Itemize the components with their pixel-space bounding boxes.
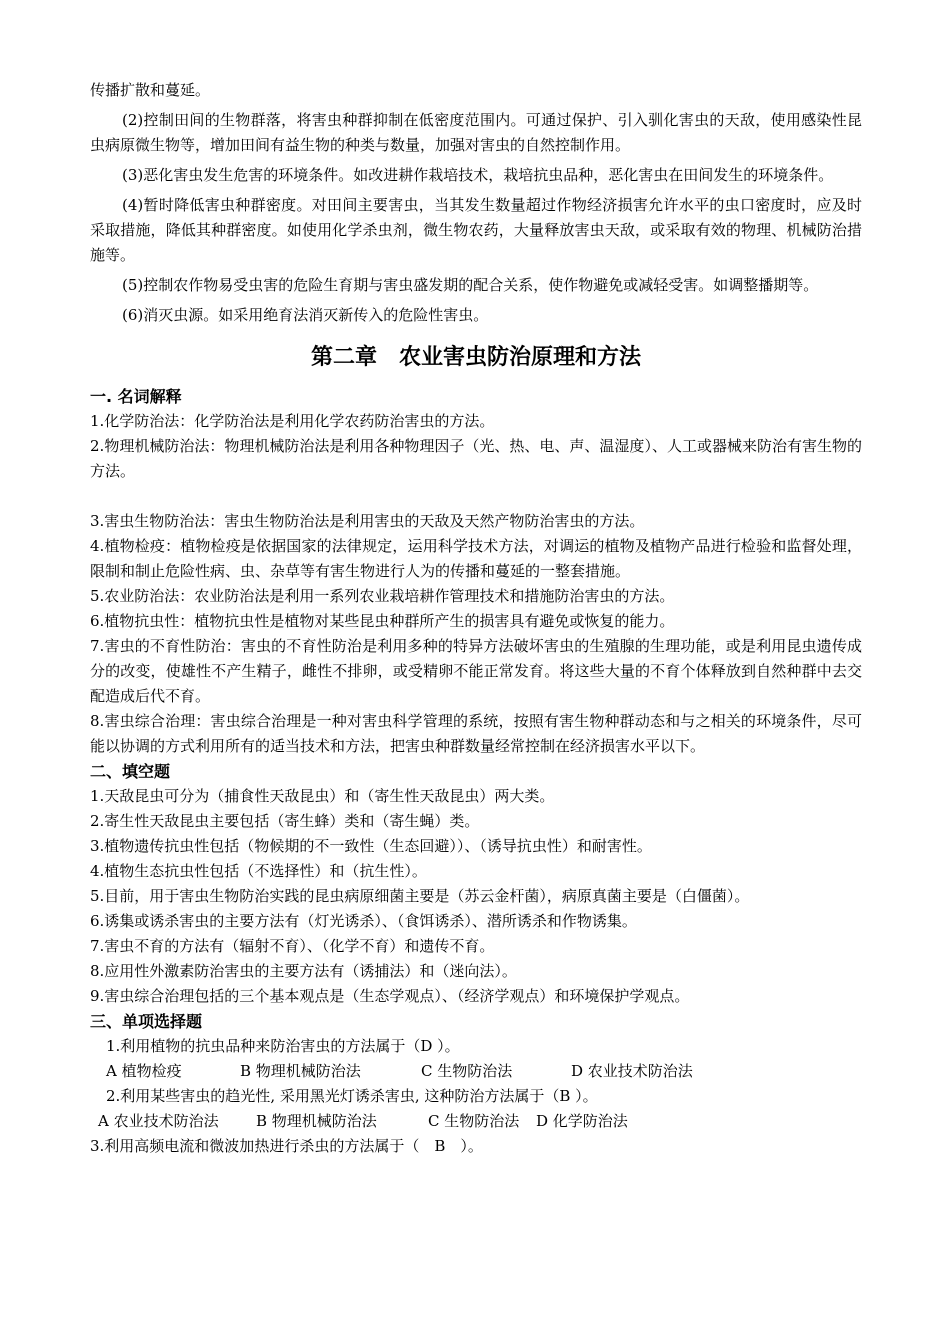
fill-item: 7.害虫不育的方法有（辐射不育）、（化学不育）和遗传不育。: [90, 937, 495, 955]
intro-paragraph-3: (3)恶化害虫发生危害的环境条件。如改进耕作栽培技术，栽培抗虫品种，恶化害虫在田间发生的环境条件。: [122, 166, 834, 184]
intro-paragraph-2: (2)控制田间的生物群落，将害虫种群抑制在低密度范围内。可通过保护、引入驯化害虫的天敌，使用感染性昆虫病原微生物等，增加田间有益生物的种类与数量，加强对害虫的自然控制作用。: [90, 111, 862, 154]
option-b: B 物理机械防治法: [256, 1112, 377, 1130]
option-a: A 农业技术防治法: [98, 1112, 219, 1130]
intro-paragraph-6: (6)消灭虫源。如采用绝育法消灭新传入的危险性害虫。: [122, 306, 489, 324]
section-heading-terms: 一. 名词解释: [90, 387, 182, 406]
fill-item: 4.植物生态抗虫性包括（不选择性）和（抗生性）。: [90, 862, 427, 880]
term-item: 5.农业防治法：农业防治法是利用一系列农业栽培耕作管理技术和措施防治害虫的方法。: [90, 587, 675, 605]
fill-item: 2.寄生性天敌昆虫主要包括（寄生蜂）类和（寄生蝇）类。: [90, 812, 480, 830]
term-item: 6.植物抗虫性：植物抗虫性是植物对某些昆虫种群所产生的损害具有避免或恢复的能力。: [90, 612, 675, 630]
chapter-title: 第二章 农业害虫防治原理和方法: [310, 345, 641, 370]
option-d: D 化学防治法: [536, 1112, 628, 1130]
term-item: 2.物理机械防治法：物理机械防治法是利用各种物理因子（光、热、电、声、温湿度）、人工或器械来防治有害生物的方法。: [90, 437, 862, 480]
question-1-options: [90, 1059, 862, 1084]
fill-item: 8.应用性外激素防治害虫的主要方法有（诱捕法）和（迷向法）。: [90, 962, 517, 980]
fill-item: 1.天敌昆虫可分为（捕食性天敌昆虫）和（寄生性天敌昆虫）两大类。: [90, 787, 555, 805]
option-c: C 生物防治法: [421, 1062, 513, 1080]
intro-paragraph-4: (4)暂时降低害虫种群密度。对田间主要害虫，当其发生数量超过作物经济损害允许水平的虫口密度时，应及时采取措施，降低其种群密度。如使用化学杀虫剂，微生物农药，大量释放害虫天敌，或采取有效的物理、机械防治措施等。: [90, 196, 862, 264]
intro-paragraph-5: (5)控制农作物易受虫害的危险生育期与害虫盛发期的配合关系，使作物避免或减轻受害。如调整播期等。: [122, 276, 819, 294]
option-b: B 物理机械防治法: [240, 1062, 361, 1080]
fill-item: 5.目前，用于害虫生物防治实践的昆虫病原细菌主要是（苏云金杆菌），病原真菌主要是（白僵菌）。: [90, 887, 750, 905]
question-3-stem: 3.利用高频电流和微波加热进行杀虫的方法属于（ B ）。: [90, 1137, 483, 1155]
question-2-stem: 2.利用某些害虫的趋光性, 采用黑光灯诱杀害虫, 这种防治方法属于（B ）。: [106, 1087, 598, 1105]
term-item: 1.化学防治法：化学防治法是利用化学农药防治害虫的方法。: [90, 412, 495, 430]
term-item: 3.害虫生物防治法：害虫生物防治法是利用害虫的天敌及天然产物防治害虫的方法。: [90, 512, 645, 530]
term-item: 4.植物检疫：植物检疫是依据国家的法律规定，运用科学技术方法，对调运的植物及植物产品进行检验和监督处理，限制和制止危险性病、虫、杂草等有害生物进行人为的传播和蔓延的一整套措施。: [90, 537, 862, 580]
document-page: [90, 78, 862, 1159]
option-d: D 农业技术防治法: [571, 1062, 693, 1080]
fill-item: 9.害虫综合治理包括的三个基本观点是（生态学观点）、（经济学观点）和环境保护学观点。: [90, 987, 690, 1005]
fill-item: 6.诱集或诱杀害虫的主要方法有（灯光诱杀）、（食饵诱杀）、潜所诱杀和作物诱集。: [90, 912, 637, 930]
fill-item: 3.植物遗传抗虫性包括（物候期的不一致性（生态回避））、（诱导抗虫性）和耐害性。: [90, 837, 652, 855]
question-1-stem: 1.利用植物的抗虫品种来防治害虫的方法属于（D ）。: [106, 1037, 460, 1055]
section-heading-fill-in: 二、填空题: [90, 762, 171, 781]
section-heading-single-choice: 三、单项选择题: [90, 1012, 203, 1031]
question-2-options: [90, 1109, 862, 1134]
term-item: 7.害虫的不育性防治：害虫的不育性防治是利用多种的特异方法破坏害虫的生殖腺的生理功能，或是利用昆虫遗传成分的改变，使雄性不产生精子，雌性不排卵，或受精卵不能正常发育。将这些大量的不育个体释放到自然种群中去交配造成后代不育。: [90, 637, 862, 705]
term-item: 8.害虫综合治理：害虫综合治理是一种对害虫科学管理的系统，按照有害生物种群动态和与之相关的环境条件，尽可能以协调的方式利用所有的适当技术和方法，把害虫种群数量经常控制在经济损害水平以下。: [90, 712, 862, 755]
option-c: C 生物防治法: [428, 1112, 520, 1130]
intro-line0: 传播扩散和蔓延。: [90, 81, 211, 99]
option-a: A 植物检疫: [106, 1062, 182, 1080]
